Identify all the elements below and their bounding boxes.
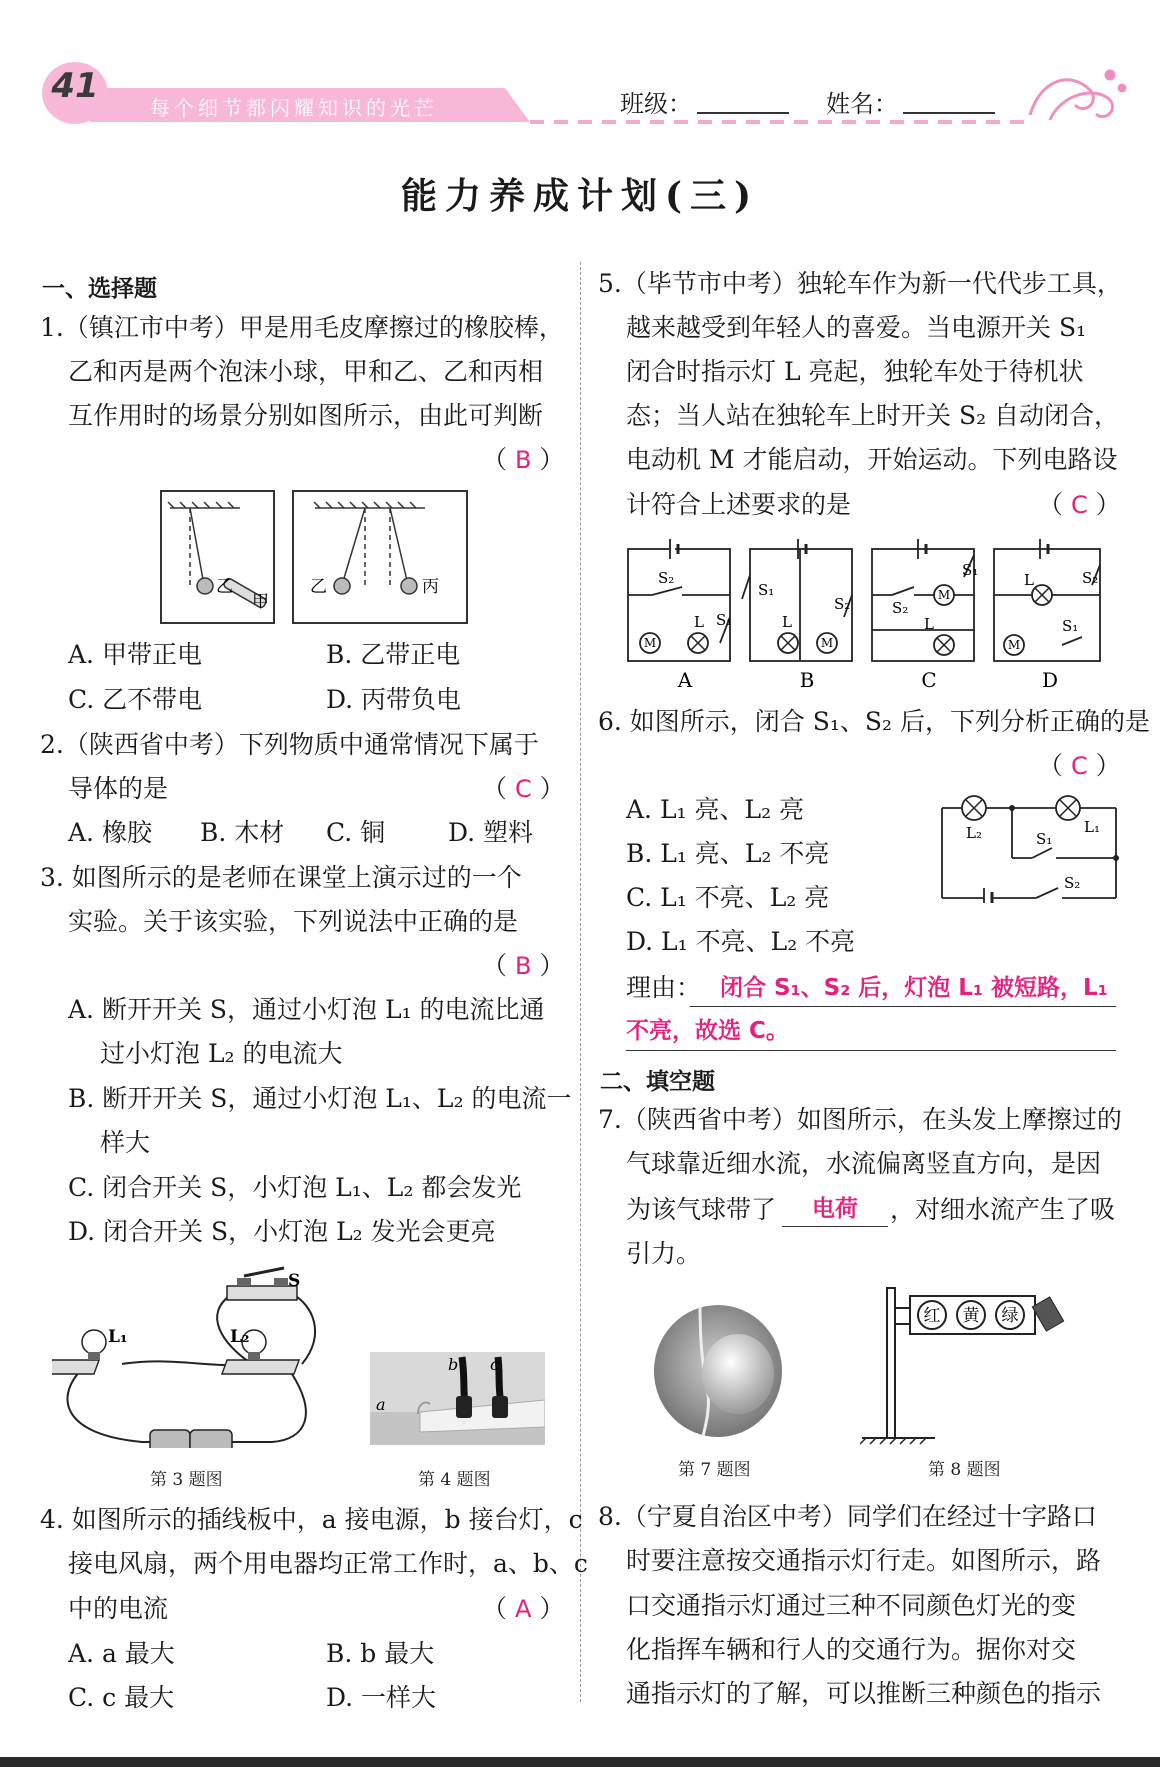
q7-caption: 第 7 题图 (678, 1460, 751, 1480)
q5-fig-label: S₂ (834, 595, 851, 613)
q4-fig-label: c (490, 1355, 499, 1374)
q2-answer: C (514, 775, 532, 803)
q4-fig-label: b (448, 1355, 459, 1374)
q5-circuit-label: B (799, 668, 815, 692)
q5-line: 5.（毕节市中考）独轮车作为新一代代步工具， (598, 269, 1122, 298)
q1-option[interactable]: A. 甲带正电 (68, 640, 202, 669)
name-blank[interactable] (903, 112, 995, 114)
q5-fig-label: S₂ (1082, 569, 1099, 587)
q8-caption: 第 8 题图 (928, 1460, 1001, 1480)
svg-text:M: M (1007, 638, 1021, 652)
q3-fig-label: L₂ (230, 1327, 250, 1347)
q1-option[interactable]: B. 乙带正电 (326, 640, 461, 669)
column-divider (580, 262, 581, 1702)
q8-traffic-light-figure (860, 1286, 1075, 1446)
q4-fig-label: a (376, 1395, 386, 1414)
q1-line: 乙和丙是两个泡沫小球，甲和乙、乙和丙相 (68, 357, 544, 386)
q5-answer-bracket: （ C ） (1038, 490, 1121, 519)
q4-line: 4. 如图所示的插线板中，a 接电源，b 接台灯，c (40, 1505, 583, 1534)
q5-circuit-label: C (921, 668, 937, 692)
q5-fig-label: L (782, 613, 792, 631)
q1-option[interactable]: D. 丙带负电 (326, 685, 462, 714)
q6-option[interactable]: A. L₁ 亮、L₂ 亮 (626, 795, 805, 824)
q3-option[interactable]: C. 闭合开关 S，小灯泡 L₁、L₂ 都会发光 (68, 1173, 522, 1202)
pedestrian-signal-icon (1032, 1297, 1063, 1331)
traffic-light-yellow: 黄 (962, 1306, 980, 1326)
q7-line: 7.（陕西省中考）如图所示，在头发上摩擦过的 (598, 1105, 1122, 1134)
class-label: 班级： (620, 90, 692, 118)
q1-answer-bracket: （ B ） (482, 445, 565, 474)
q8-line: 8.（宁夏自治区中考）同学们在经过十字路口 (598, 1502, 1097, 1531)
q1-answer: B (514, 446, 532, 474)
q4-option[interactable]: B. b 最大 (326, 1639, 435, 1668)
q6-fig-label: L₁ (1084, 818, 1100, 836)
q5-line: 态；当人站在独轮车上时开关 S₂ 自动闭合， (626, 401, 1120, 430)
q3-line: 实验。关于该实验，下列说法中正确的是 (68, 907, 519, 936)
page-title: 能力养成计划(三) (400, 175, 760, 217)
q5-circuit-label: A (677, 668, 693, 692)
q7-line-post: ，对细水流产生了吸 (890, 1195, 1116, 1224)
header-slogan: 每个细节都闪耀知识的光芒 (150, 96, 438, 120)
q6-answer: C (1070, 752, 1088, 780)
q1-line: 1.（镇江市中考）甲是用毛皮摩擦过的橡胶棒， (40, 313, 564, 342)
q8-line: 通指示灯的了解，可以推断三种颜色的指示 (626, 1679, 1102, 1708)
q7-balloon-photo (652, 1302, 784, 1440)
q3-answer: B (514, 952, 532, 980)
q1-figure (160, 490, 470, 626)
svg-text:M: M (937, 588, 951, 602)
q5-fig-label: L (1024, 571, 1034, 589)
q5-fig-label: S₁ (1062, 617, 1079, 635)
traffic-light-green: 绿 (1001, 1306, 1019, 1326)
q7-answer-blank[interactable]: 电荷 (782, 1192, 888, 1227)
q3-option[interactable]: A. 断开开关 S，通过小灯泡 L₁ 的电流比通 (68, 995, 545, 1024)
class-blank[interactable] (697, 112, 789, 114)
bulb-l1-icon (52, 1330, 106, 1374)
q6-line: 6. 如图所示，闭合 S₁、S₂ 后，下列分析正确的是 (598, 707, 1150, 736)
q2-line: 导体的是 (68, 774, 169, 803)
q6-fig-label: S₂ (1064, 874, 1081, 892)
q3-option[interactable]: D. 闭合开关 S，小灯泡 L₂ 发光会更亮 (68, 1217, 496, 1246)
q5-fig-label: S₂ (892, 599, 909, 617)
q5-circuit-label: D (1041, 668, 1059, 692)
q5-line: 电动机 M 才能启动，开始运动。下列电路设 (626, 445, 1118, 474)
q4-line: 中的电流 (68, 1594, 169, 1623)
q3-line: 3. 如图所示的是老师在课堂上演示过的一个 (40, 863, 522, 892)
q6-option[interactable]: B. L₁ 亮、L₂ 不亮 (626, 839, 830, 868)
q6-reason-line: 闭合 S₁、S₂ 后，灯泡 L₁ 被短路，L₁ (690, 970, 1116, 1007)
q3-circuit-figure (52, 1264, 327, 1448)
q5-fig-label: S₁ (716, 611, 733, 629)
svg-text:M: M (820, 636, 834, 650)
name-label: 姓名： (826, 90, 898, 118)
q6-reason-line: 不亮，故选 C。 (626, 1012, 1116, 1051)
q2-option[interactable]: B. 木材 (200, 818, 285, 847)
traffic-light-red: 红 (923, 1306, 941, 1326)
q6-reason-label: 理由： (626, 973, 702, 1002)
q4-option[interactable]: D. 一样大 (326, 1683, 437, 1712)
q2-option[interactable]: D. 塑料 (448, 818, 534, 847)
q4-option[interactable]: C. c 最大 (68, 1683, 175, 1712)
q4-caption: 第 4 题图 (418, 1470, 491, 1490)
q2-option[interactable]: A. 橡胶 (68, 818, 152, 847)
q3-option[interactable]: B. 断开开关 S，通过小灯泡 L₁、L₂ 的电流一 (68, 1084, 572, 1113)
flourish-ornament (1030, 71, 1125, 120)
q1-line: 互作用时的场景分别如图所示，由此可判断 (68, 401, 544, 430)
switch-s-icon (227, 1268, 297, 1300)
q6-fig-label: L₂ (966, 824, 982, 842)
q5-fig-label: S₂ (658, 569, 675, 587)
q5-fig-label: L (924, 615, 934, 633)
q4-power-strip-photo (370, 1352, 545, 1445)
q5-fig-label: S₁ (962, 561, 979, 579)
q1-fig-label: 乙 (310, 577, 327, 597)
q4-answer: A (514, 1595, 532, 1623)
q3-answer-bracket: （ B ） (482, 951, 565, 980)
q1-fig-label: 丙 (422, 577, 439, 597)
bottom-edge (0, 1757, 1160, 1767)
q5-answer: C (1070, 491, 1088, 519)
q8-line: 化指挥车辆和行人的交通行为。据你对交 (626, 1635, 1077, 1664)
q2-option[interactable]: C. 铜 (326, 818, 386, 847)
q2-line: 2.（陕西省中考）下列物质中通常情况下属于 (40, 730, 539, 759)
q5-line: 闭合时指示灯 L 亮起，独轮车处于待机状 (626, 357, 1084, 386)
svg-text:M: M (643, 636, 657, 650)
q5-fig-label: S₁ (758, 581, 775, 599)
q3-option-cont: 样大 (100, 1128, 151, 1157)
q3-fig-label: L₁ (108, 1327, 128, 1347)
q4-line: 接电风扇，两个用电器均正常工作时，a、b、c (68, 1549, 588, 1578)
section-fill-title: 二、填空题 (600, 1069, 715, 1095)
q3-caption: 第 3 题图 (150, 1470, 223, 1490)
q4-answer-bracket: （ A ） (482, 1594, 565, 1623)
q1-fig-label: 甲 (252, 592, 269, 612)
q5-line: 越来越受到年轻人的喜爱。当电源开关 S₁ (626, 313, 1087, 342)
q7-line-pre: 为该气球带了 (626, 1195, 777, 1224)
q6-option[interactable]: D. L₁ 不亮、L₂ 不亮 (626, 927, 856, 956)
q5-circuit-options (622, 535, 1122, 695)
q4-option[interactable]: A. a 最大 (68, 1639, 175, 1668)
q1-option[interactable]: C. 乙不带电 (68, 685, 203, 714)
page-number: 41 (51, 66, 99, 106)
q6-fig-label: S₁ (1036, 830, 1053, 848)
q2-answer-bracket: （ C ） (482, 774, 565, 803)
q3-option-cont: 过小灯泡 L₂ 的电流大 (100, 1039, 343, 1068)
q7-line: 引力。 (626, 1239, 702, 1268)
q1-fig-label: 乙 (216, 577, 233, 597)
q6-circuit-figure (936, 788, 1126, 903)
q8-line: 时要注意按交通指示灯行走。如图所示，路 (626, 1546, 1102, 1575)
q6-option[interactable]: C. L₁ 不亮、L₂ 亮 (626, 883, 830, 912)
battery-icon (150, 1430, 232, 1448)
section-choice-title: 一、选择题 (42, 276, 157, 302)
q7-line: 气球靠近细水流，水流偏离竖直方向，是因 (626, 1149, 1102, 1178)
q3-fig-label: S (288, 1271, 301, 1291)
q5-fig-label: L (694, 613, 704, 631)
q8-line: 口交通指示灯通过三种不同颜色灯光的变 (626, 1591, 1077, 1620)
q5-line: 计符合上述要求的是 (626, 490, 852, 519)
q6-answer-bracket: （ C ） (1038, 751, 1121, 780)
